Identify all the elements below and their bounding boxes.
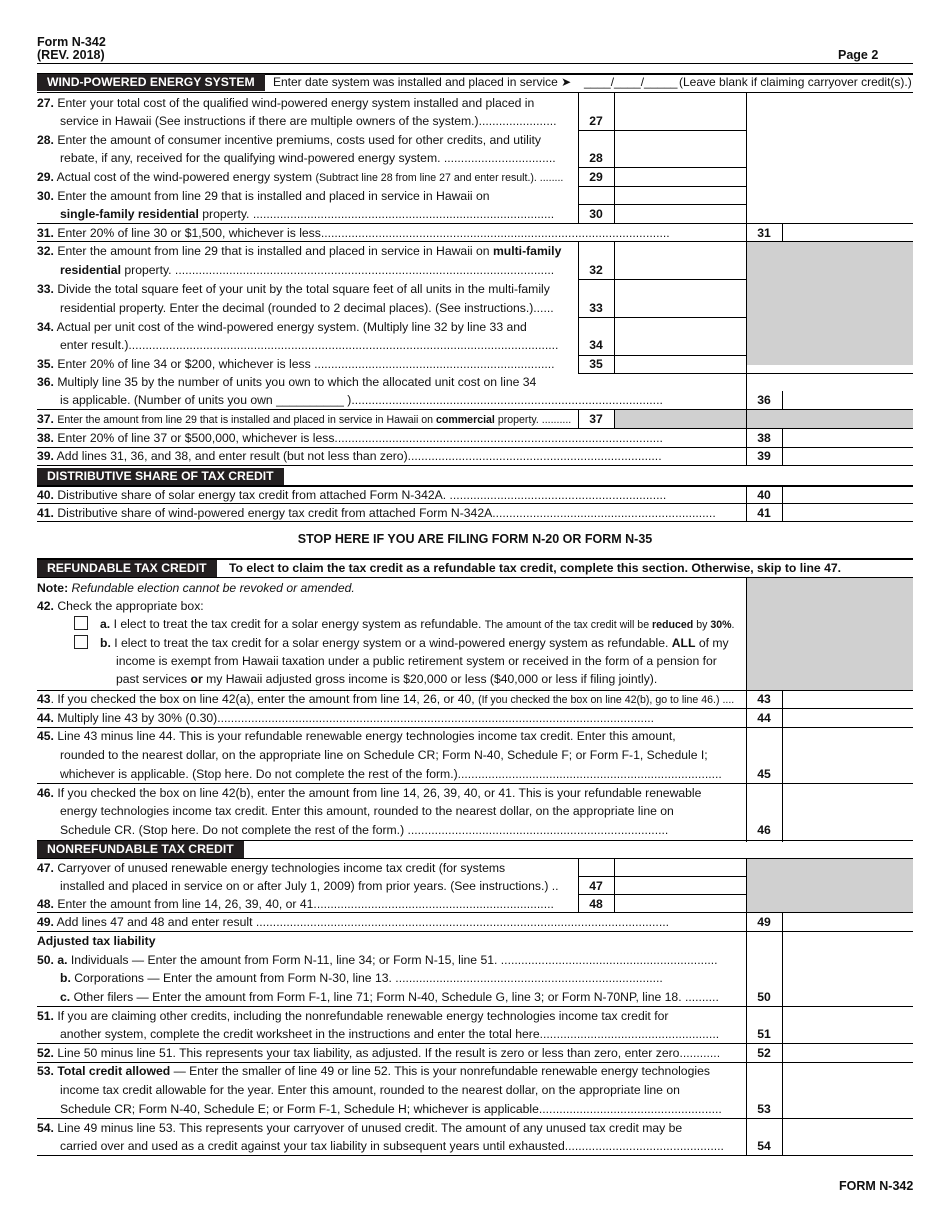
line-53-amount[interactable] xyxy=(783,1100,912,1117)
line-51-amount[interactable] xyxy=(783,1025,912,1042)
line-34-amount[interactable] xyxy=(615,336,745,353)
line-50c-text: c. Other filers — Enter the amount from Form F-1, line 71; Form N-40, Schedule G, line 3; or Form N-70NP, line 18. .......... xyxy=(60,990,719,1004)
box-33: 33 xyxy=(589,301,603,315)
line-43-amount[interactable] xyxy=(783,690,912,707)
cell-rule xyxy=(614,279,746,280)
line-33-amount[interactable] xyxy=(615,299,745,316)
cell-rule xyxy=(578,186,746,187)
line-50a-text: 50. a. Individuals — Enter the amount from Form N-11, line 34; or Form N-15, line 51. ................................................................ xyxy=(37,953,718,967)
section-rule xyxy=(37,577,913,578)
box-28: 28 xyxy=(589,151,603,165)
shaded-area xyxy=(746,241,913,365)
line-38-text: 38. Enter 20% of line 37 or $500,000, whichever is less................................................................................................. xyxy=(37,431,663,445)
box-34: 34 xyxy=(589,338,603,352)
line-46-amount[interactable] xyxy=(783,821,912,838)
line-45-text-cont: rounded to the nearest dollar, on the appropriate line on Schedule CR; Form N-40, Schedule F; or Form F-1, Schedule I; xyxy=(60,748,708,762)
line-28-text-cont: rebate, if any, received for the qualifying wind-powered energy system. ................................. xyxy=(60,151,556,165)
stop-notice: STOP HERE IF YOU ARE FILING FORM N-20 OR FORM N-35 xyxy=(297,532,653,546)
nonrefundable-section-badge: NONREFUNDABLE TAX CREDIT xyxy=(37,841,244,858)
cell-rule xyxy=(578,317,746,318)
checkbox-42b[interactable] xyxy=(74,635,88,649)
row-rule xyxy=(37,931,913,932)
line-53-text-cont: income tax credit allowable for the year. Enter this amount, rounded to the nearest dollar, on the appropriate line on xyxy=(60,1083,680,1097)
refundable-instruction: To elect to claim the tax credit as a refundable tax credit, complete this section. Otherwise, skip to line 47. xyxy=(229,561,842,575)
line-46-text-cont2: Schedule CR. (Stop here. Do not complete the rest of the form.) ............................................................................. xyxy=(60,823,669,837)
line-44-text: 44. Multiply line 43 by 30% (0.30)................................................................................................................................. xyxy=(37,711,655,725)
cell-rule xyxy=(578,373,913,374)
line-30-text: 30. Enter the amount from line 29 that is installed and placed in service in Hawaii on xyxy=(37,189,490,203)
box-45: 45 xyxy=(757,767,771,781)
refundable-section-badge: REFUNDABLE TAX CREDIT xyxy=(37,560,217,577)
line-29-amount[interactable] xyxy=(615,168,745,185)
line-34-text-cont: enter result.)............................................................................................................................... xyxy=(60,338,559,352)
line-28-amount[interactable] xyxy=(615,149,745,166)
box-54: 54 xyxy=(757,1139,771,1153)
cell-rule xyxy=(578,130,746,131)
box-29: 29 xyxy=(589,170,603,184)
line-35-text: 35. Enter 20% of line 34 or $200, whichever is less ....................................................................... xyxy=(37,357,555,371)
line-27-text-cont: service in Hawaii (See instructions if there are multiple owners of the system.)....................... xyxy=(60,114,557,128)
checkbox-42a[interactable] xyxy=(74,616,88,630)
box-48: 48 xyxy=(589,897,603,911)
adjusted-liability-heading: Adjusted tax liability xyxy=(37,934,156,948)
line-29-text: 29. Actual cost of the wind-powered energy system (Subtract line 28 from line 27 and enter result.). ........ xyxy=(37,170,564,184)
line-37-text: 37. Enter the amount from line 29 that is installed and placed in service in Hawaii on commercial property. .......... xyxy=(37,412,572,426)
line-54-amount[interactable] xyxy=(783,1137,912,1154)
shaded-area xyxy=(746,858,913,912)
line-45-text: 45. Line 43 minus line 44. This is your refundable renewable energy technologies income tax credit. Enter this amount, xyxy=(37,729,676,743)
column-divider xyxy=(614,410,615,428)
cell-rule xyxy=(578,279,614,280)
line-36-amount[interactable] xyxy=(783,391,912,408)
line-42b-text: b. I elect to treat the tax credit for a solar energy system or a wind-powered energy system as refundable. ALL of my xyxy=(100,636,729,650)
box-30: 30 xyxy=(589,207,603,221)
box-38: 38 xyxy=(757,431,771,445)
line-53-text: 53. Total credit allowed — Enter the smaller of line 49 or line 52. This is your nonrefundable renewable energy technologies xyxy=(37,1064,710,1078)
line-33-text-cont: residential property. Enter the decimal (rounded to 2 decimal places). (See instructions.)...... xyxy=(60,301,554,315)
line-30-text-cont: single-family residential property. ......................................................................................... xyxy=(60,207,555,221)
box-47: 47 xyxy=(589,879,603,893)
row-rule xyxy=(37,465,913,466)
leave-blank-note: (Leave blank if claiming carryover credit(s).) xyxy=(679,75,912,89)
line-36-text-cont: is applicable. (Number of units you own __________ )............................................................................................ xyxy=(60,393,663,407)
line-38-amount[interactable] xyxy=(783,429,912,446)
line-30-amount[interactable] xyxy=(615,205,745,222)
line-47-text: 47. Carryover of unused renewable energy technologies income tax credit (for systems xyxy=(37,861,506,875)
shaded-area xyxy=(746,578,913,690)
box-27: 27 xyxy=(589,114,603,128)
box-39: 39 xyxy=(757,449,771,463)
line-31-amount[interactable] xyxy=(783,224,912,241)
line-54-text: 54. Line 49 minus line 53. This represents your carryover of unused credit. The amount of any unused tax credit may be xyxy=(37,1121,683,1135)
box-53: 53 xyxy=(757,1102,771,1116)
install-date-prompt: Enter date system was installed and placed in service ➤ xyxy=(273,75,572,89)
header-rule xyxy=(37,63,913,64)
box-46: 46 xyxy=(757,823,771,837)
box-37: 37 xyxy=(589,412,603,426)
line-42a-text: a. I elect to treat the tax credit for a solar energy system as refundable. The amount of the tax credit will be reduced by 30%. xyxy=(100,617,735,631)
footer-form-name: FORM N-342 xyxy=(839,1179,914,1193)
line-27-text: 27. Enter your total cost of the qualified wind-powered energy system installed and placed in xyxy=(37,96,535,110)
line-39-amount[interactable] xyxy=(783,447,912,464)
line-54-text-cont: carried over and used as a credit against your tax liability in subsequent years until exhausted............................................... xyxy=(60,1139,724,1153)
box-51: 51 xyxy=(757,1027,771,1041)
row-rule xyxy=(37,521,913,522)
line-39-text: 39. Add lines 31, 36, and 38, and enter result (but not less than zero)........................................................................... xyxy=(37,449,662,463)
line-53-text-cont2: Schedule CR; Form N-40, Schedule E; or Form F-1, Schedule H; whichever is applicable...................................................... xyxy=(60,1102,722,1116)
line-28-text: 28. Enter the amount of consumer incentive premiums, costs used for other credits, and utility xyxy=(37,133,542,147)
box-35: 35 xyxy=(589,357,603,371)
line-27-amount[interactable] xyxy=(615,112,745,129)
box-32: 32 xyxy=(589,263,603,277)
line-35-amount[interactable] xyxy=(615,355,745,372)
line-42-text: 42. Check the appropriate box: xyxy=(37,599,204,613)
line-51-text: 51. If you are claiming other credits, including the nonrefundable renewable energy technologies income tax credit for xyxy=(37,1009,669,1023)
line-48-text: 48. Enter the amount from line 14, 26, 39, 40, or 41....................................................................... xyxy=(37,897,554,911)
section-rule xyxy=(37,92,913,93)
refundable-note: Note: Refundable election cannot be revoked or amended. xyxy=(37,581,355,595)
line-42b-text-cont: income is exempt from Hawaii taxation under a public retirement system or received in the form of a pension for xyxy=(116,654,717,668)
line-51-text-cont: another system, complete the credit worksheet in the instructions and enter the total here..................................................... xyxy=(60,1027,720,1041)
line-50b-text: b. Corporations — Enter the amount from Form N-30, line 13. ............................................................................... xyxy=(60,971,663,985)
line-47-text-cont: installed and placed in service on or after July 1, 2009) from prior years. (See instructions.) .. xyxy=(60,879,559,893)
line-40-amount[interactable] xyxy=(783,486,912,503)
box-50: 50 xyxy=(757,990,771,1004)
line-48-amount[interactable] xyxy=(615,895,745,912)
line-33-text: 33. Divide the total square feet of your unit by the total square feet of all units in the multi-family xyxy=(37,282,550,296)
page-number: Page 2 xyxy=(838,48,879,62)
box-49: 49 xyxy=(757,915,771,929)
line-34-text: 34. Actual per unit cost of the wind-powered energy system. (Multiply line 32 by line 33 and xyxy=(37,320,527,334)
line-49-amount[interactable] xyxy=(783,913,912,930)
line-44-amount[interactable] xyxy=(783,709,912,726)
install-date-field[interactable]: ____/____/_____ xyxy=(584,75,678,89)
form-number: Form N-342 xyxy=(37,35,106,49)
box-52: 52 xyxy=(757,1046,771,1060)
line-45-amount[interactable] xyxy=(783,765,912,782)
line-52-amount[interactable] xyxy=(783,1044,912,1061)
box-31: 31 xyxy=(757,226,771,240)
line-49-text: 49. Add lines 47 and 48 and enter result .......................................................................................................................... xyxy=(37,915,669,929)
box-36: 36 xyxy=(757,393,771,407)
line-47-amount[interactable] xyxy=(615,877,745,894)
line-43-text: 43. If you checked the box on line 42(a), enter the amount from line 14, 26, or 40, (If you checked the box on line 42(b), go to line 46.) .... xyxy=(37,692,735,706)
line-32-text-cont: residential property. ................................................................................................................ xyxy=(60,263,555,277)
wind-section-badge: WIND-POWERED ENERGY SYSTEM xyxy=(37,74,265,91)
box-44: 44 xyxy=(757,711,771,725)
line-32-amount[interactable] xyxy=(615,261,745,278)
line-42b-text-cont2: past services or my Hawaii adjusted gross income is $20,000 or less ($40,000 or less if filing jointly). xyxy=(116,672,658,686)
line-40-text: 40. Distributive share of solar energy tax credit from attached Form N-342A. ................................................................ xyxy=(37,488,667,502)
line-52-text: 52. Line 50 minus line 51. This represents your tax liability, as adjusted. If the result is zero or less than zero, enter zero............ xyxy=(37,1046,721,1060)
line-50-amount[interactable] xyxy=(783,988,912,1005)
line-41-text: 41. Distributive share of wind-powered energy tax credit from attached Form N-342A.................................................................. xyxy=(37,506,716,520)
box-43: 43 xyxy=(757,692,771,706)
distributive-section-badge: DISTRIBUTIVE SHARE OF TAX CREDIT xyxy=(37,468,284,485)
line-32-text: 32. Enter the amount from line 29 that is installed and placed in service in Hawaii on multi-family xyxy=(37,244,562,258)
line-46-text-cont: energy technologies income tax credit. Enter this amount, rounded to the nearest dollar, on the appropriate line on xyxy=(60,804,674,818)
line-31-text: 31. Enter 20% of line 30 or $1,500, whichever is less....................................................................................................... xyxy=(37,226,670,240)
form-revision: (REV. 2018) xyxy=(37,48,105,62)
shaded-area xyxy=(614,410,913,428)
line-46-text: 46. If you checked the box on line 42(b), enter the amount from line 14, 26, 39, 40, or 41. This is your refundable renewable xyxy=(37,786,702,800)
line-36-text: 36. Multiply line 35 by the number of units you own to which the allocated unit cost on line 34 xyxy=(37,375,537,389)
row-rule xyxy=(37,1155,913,1156)
box-41: 41 xyxy=(757,506,771,520)
box-40: 40 xyxy=(757,488,771,502)
line-41-amount[interactable] xyxy=(783,504,912,521)
line-45-text-cont2: whichever is applicable. (Stop here. Do not complete the rest of the form.).............................................................................. xyxy=(60,767,722,781)
